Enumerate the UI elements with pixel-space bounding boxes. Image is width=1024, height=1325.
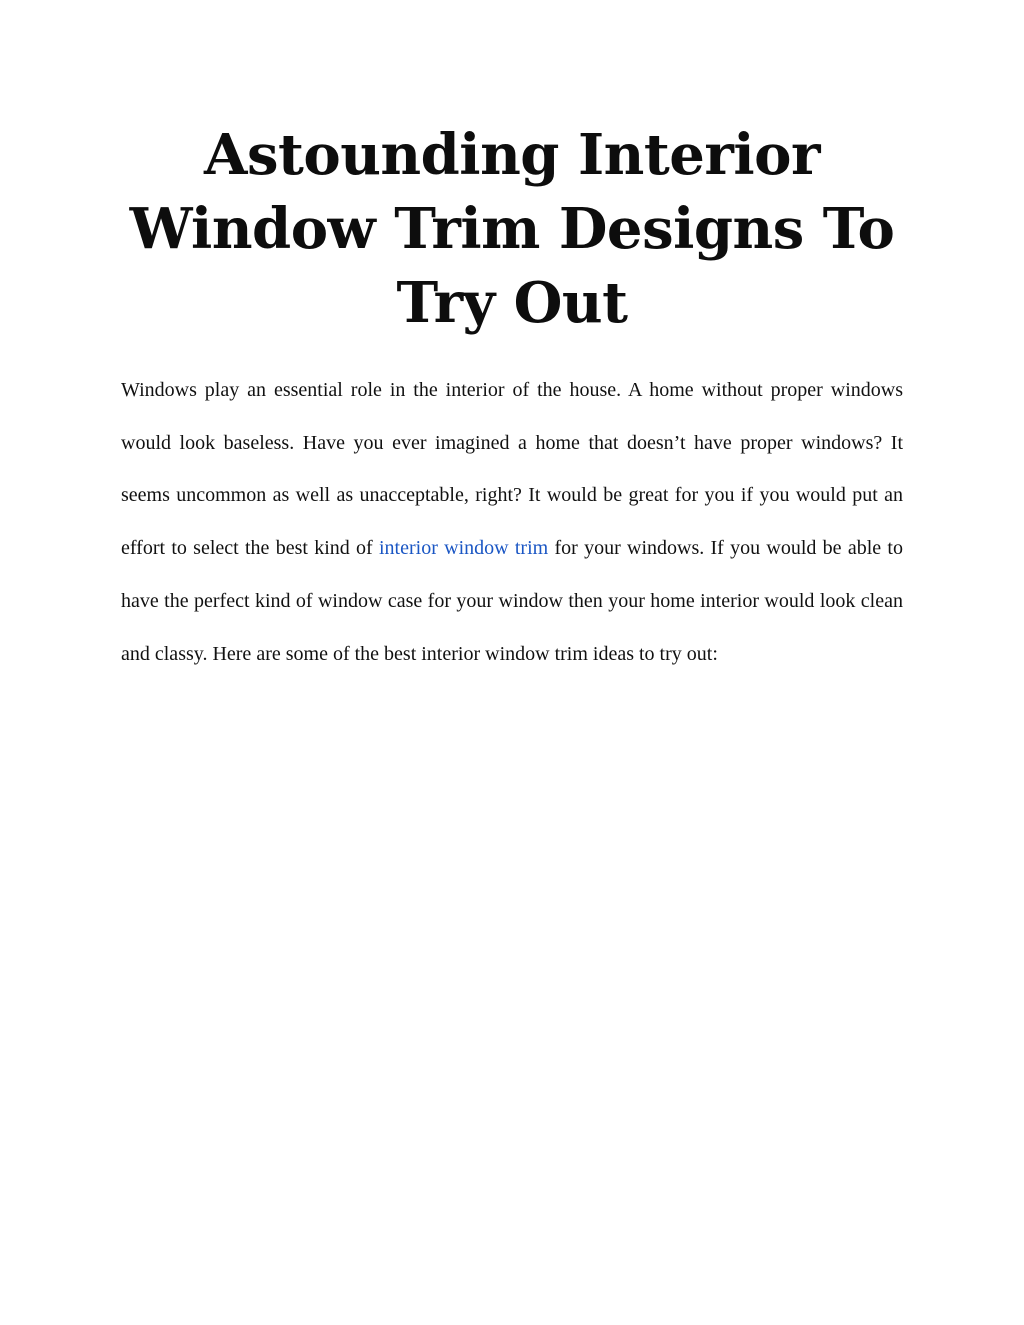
- page-title: Astounding Interior Window Trim Designs To Try Out: [129, 122, 895, 336]
- paragraph-text-after-link: for your windows. If you would be able to have the perfect kind of window case for your window then your home interior would look clean and classy. Here are some of the best interior window trim ideas to try out:: [121, 537, 903, 665]
- intro-paragraph: [121, 364, 903, 680]
- interior-window-trim-link[interactable]: interior window trim: [378, 537, 549, 560]
- paragraph-text-before-link: Windows play an essential role in the interior of the house. A home without proper windows would look baseless. Have you ever imagined a home that doesn’t have proper windows? It seems uncommon as well as unacceptable, right? It would be great for you if you would put an effort to select the best kind of: [121, 379, 903, 560]
